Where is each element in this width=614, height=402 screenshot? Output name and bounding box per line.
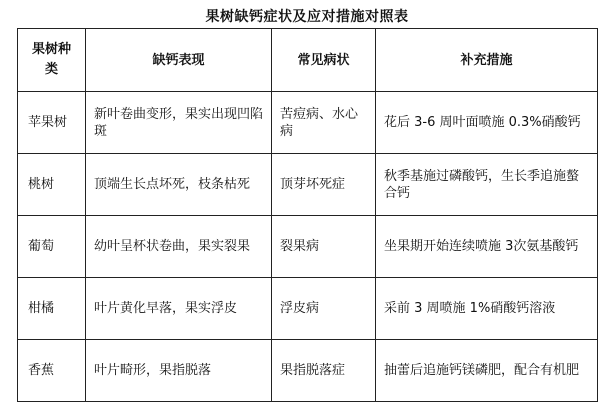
- cell-disease: 裂果病: [272, 216, 376, 278]
- column-header-measure: 补充措施: [376, 29, 598, 92]
- cell-symptom: 顶端生长点坏死，枝条枯死: [86, 154, 272, 216]
- column-header-tree: 果树种类: [18, 29, 86, 92]
- cell-tree: 葡萄: [18, 216, 86, 278]
- cell-disease: 果指脱落症: [272, 340, 376, 402]
- cell-tree: 柑橘: [18, 278, 86, 340]
- comparison-table: [17, 28, 598, 402]
- cell-tree: 苹果树: [18, 92, 86, 154]
- cell-disease: 浮皮病: [272, 278, 376, 340]
- cell-symptom: 叶片畸形，果指脱落: [86, 340, 272, 402]
- cell-symptom: 新叶卷曲变形，果实出现凹陷斑: [86, 92, 272, 154]
- table-row: [18, 154, 598, 216]
- cell-tree: 香蕉: [18, 340, 86, 402]
- cell-measure: 秋季基施过磷酸钙，生长季追施螯合钙: [376, 154, 598, 216]
- header-row: [18, 29, 598, 92]
- table-row: [18, 278, 598, 340]
- cell-measure: 抽蕾后追施钙镁磷肥，配合有机肥: [376, 340, 598, 402]
- cell-tree: 桃树: [18, 154, 86, 216]
- cell-disease: 苦痘病、水心病: [272, 92, 376, 154]
- cell-disease: 顶芽坏死症: [272, 154, 376, 216]
- cell-measure: 花后 3-6 周叶面喷施 0.3%硝酸钙: [376, 92, 598, 154]
- table-title: 果树缺钙症状及应对措施对照表: [205, 9, 409, 25]
- table-row: [18, 92, 598, 154]
- cell-measure: 坐果期开始连续喷施 3次氨基酸钙: [376, 216, 598, 278]
- table-row: [18, 340, 598, 402]
- cell-symptom: 叶片黄化早落，果实浮皮: [86, 278, 272, 340]
- table-row: [18, 216, 598, 278]
- cell-measure: 采前 3 周喷施 1%硝酸钙溶液: [376, 278, 598, 340]
- cell-symptom: 幼叶呈杯状卷曲，果实裂果: [86, 216, 272, 278]
- column-header-disease: 常见病状: [272, 29, 376, 92]
- column-header-symptom: 缺钙表现: [86, 29, 272, 92]
